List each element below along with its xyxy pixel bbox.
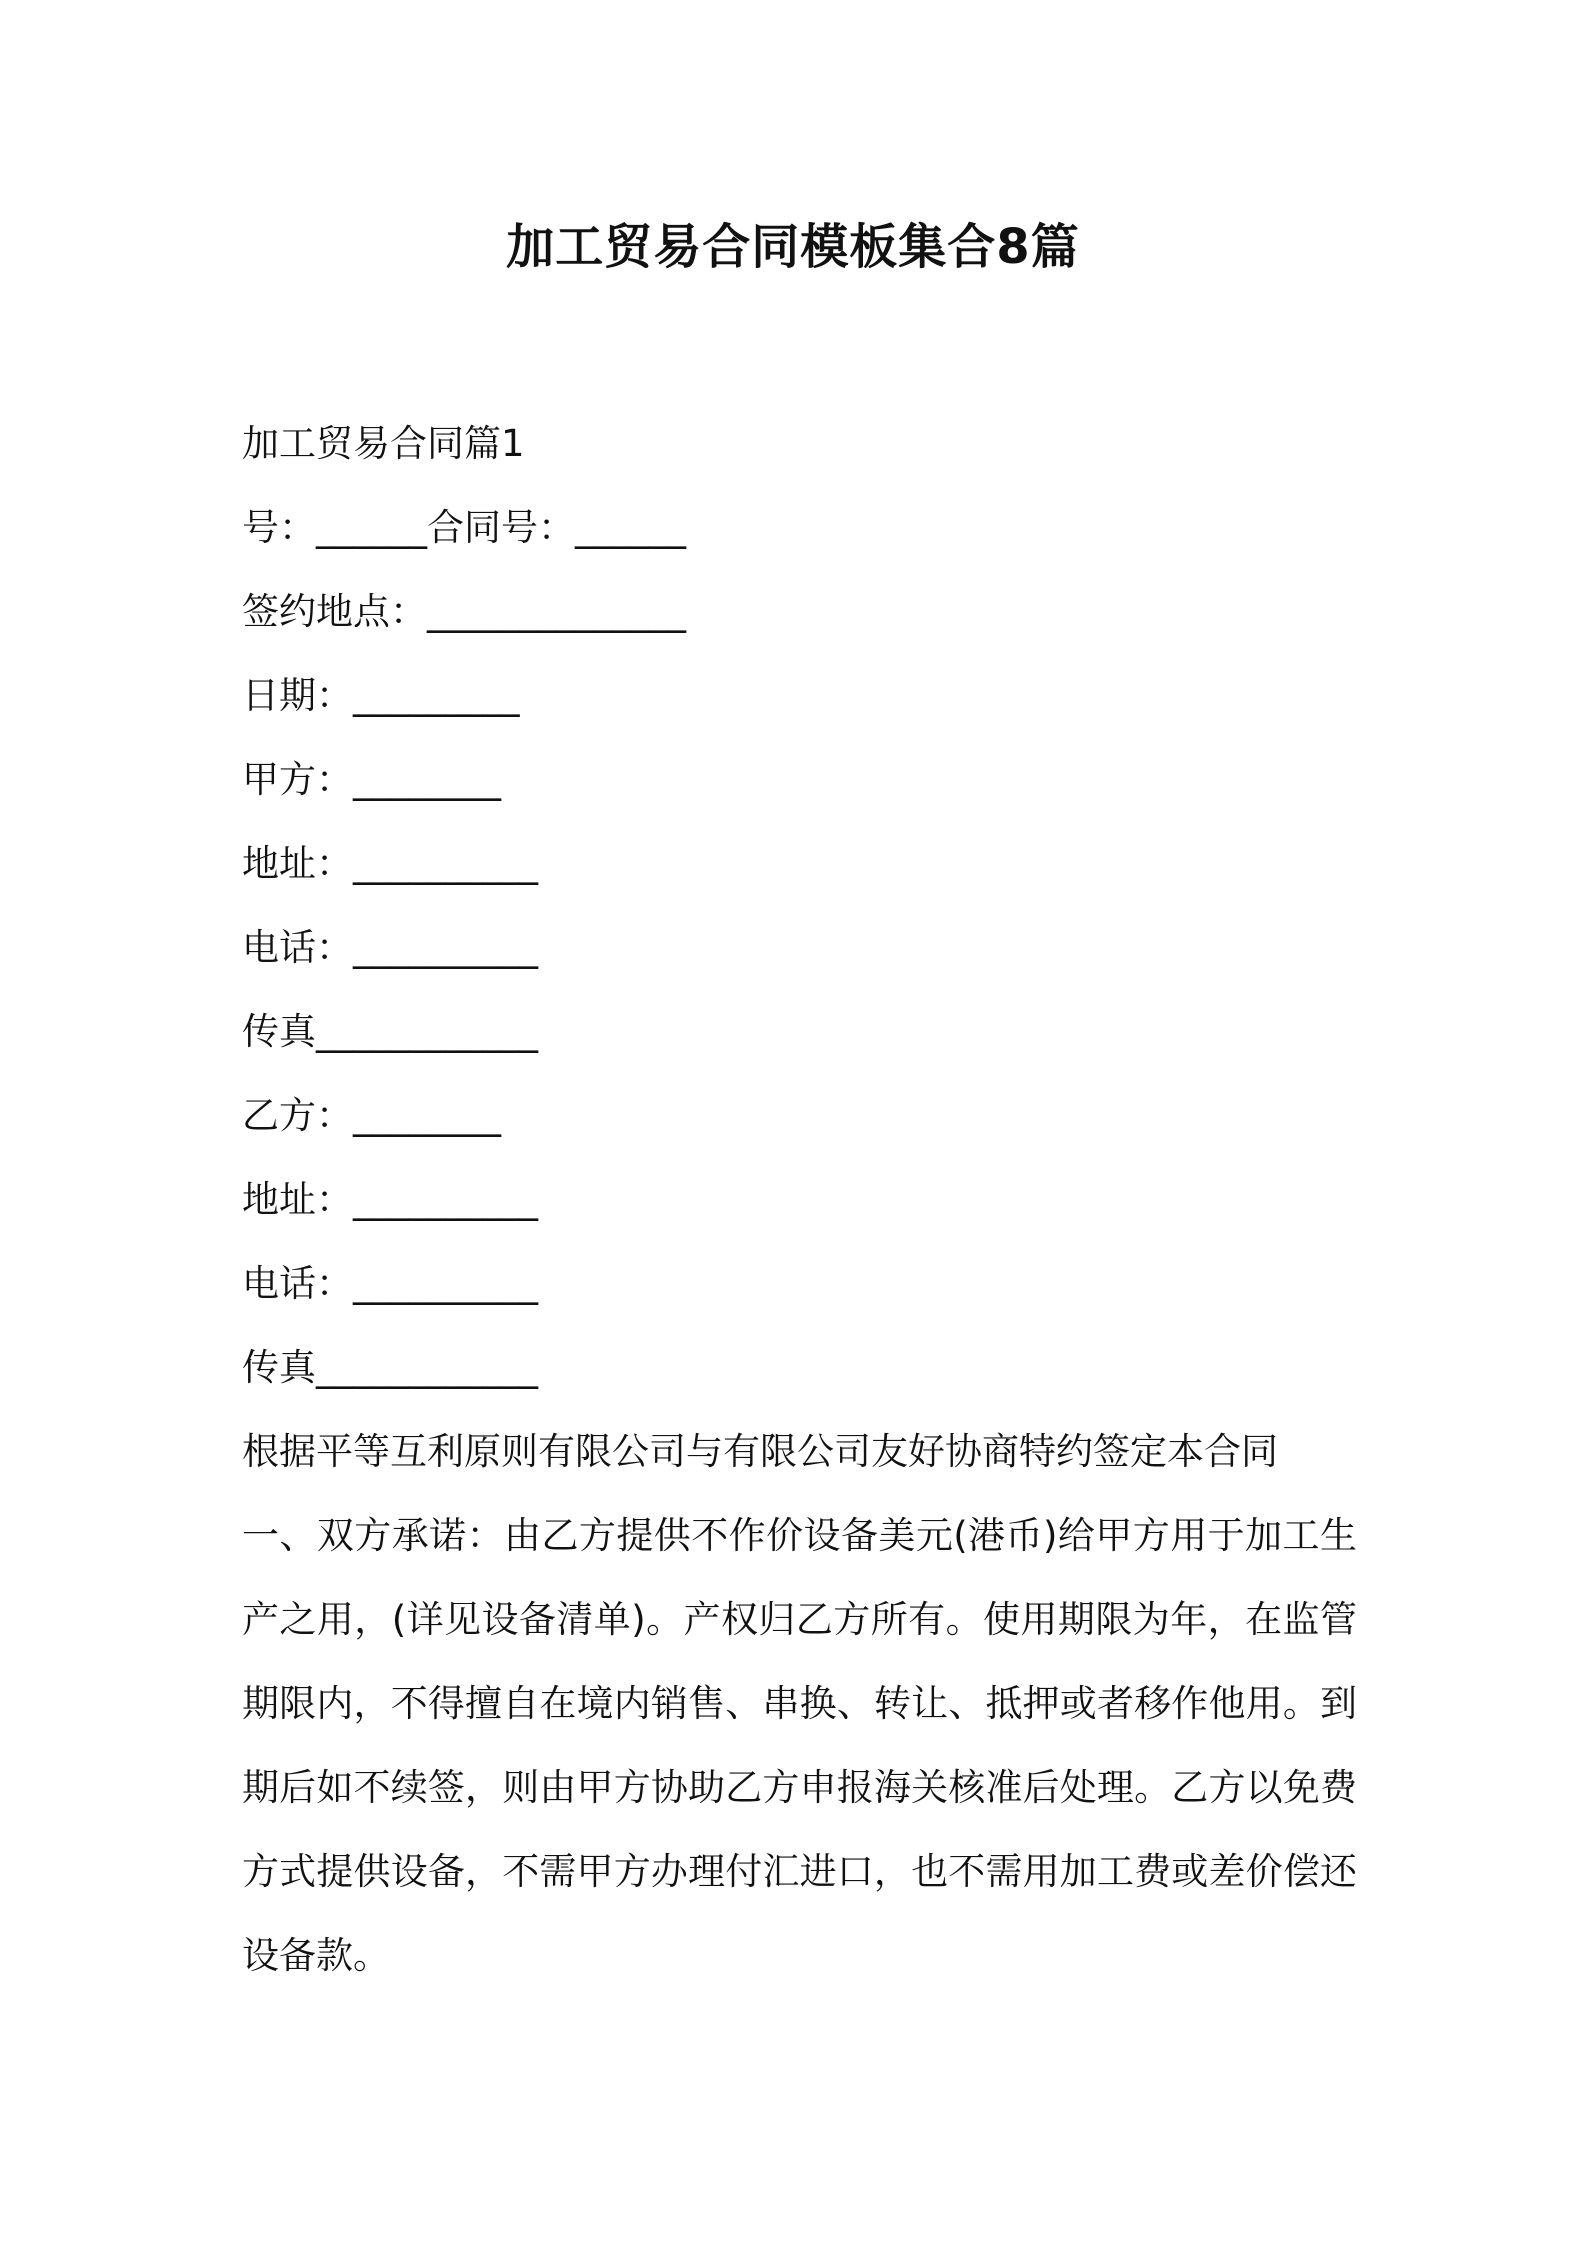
party-a-address-field: 地址：__________ [242, 842, 538, 885]
document-body [242, 402, 1357, 1998]
party-a-field: 甲方：________ [242, 758, 501, 801]
party-a-phone-field: 电话：__________ [242, 926, 538, 969]
party-a-fax-field: 传真____________ [242, 1010, 538, 1053]
intro-paragraph: 根据平等互利原则有限公司与有限公司友好协商特约签定本合同 [242, 1430, 1278, 1473]
clause-1-paragraph: 一、双方承诺：由乙方提供不作价设备美元(港币)给甲方用于加工生产之用，(详见设备清单)。产权归乙方所有。使用期限为年，在监管期限内，不得擅自在境内销售、串换、转让、抵押或者移作他用。到期后如不续签，则由甲方协助乙方申报海关核准后处理。乙方以免费方式提供设备，不需甲方办理付汇进口，也不需用加工费或差价偿还设备款。 [242, 1514, 1357, 1977]
contract-number-field: 号：______合同号：______ [242, 506, 686, 549]
party-b-address-field: 地址：__________ [242, 1178, 538, 1221]
signing-place-field: 签约地点：______________ [242, 590, 686, 633]
date-field: 日期：_________ [242, 674, 520, 717]
party-b-phone-field: 电话：__________ [242, 1262, 538, 1305]
party-b-fax-field: 传真____________ [242, 1346, 538, 1389]
document-title: 加工贸易合同模板集合8篇 [506, 219, 1080, 275]
section-heading: 加工贸易合同篇1 [242, 422, 525, 465]
party-b-field: 乙方：________ [242, 1094, 501, 1137]
